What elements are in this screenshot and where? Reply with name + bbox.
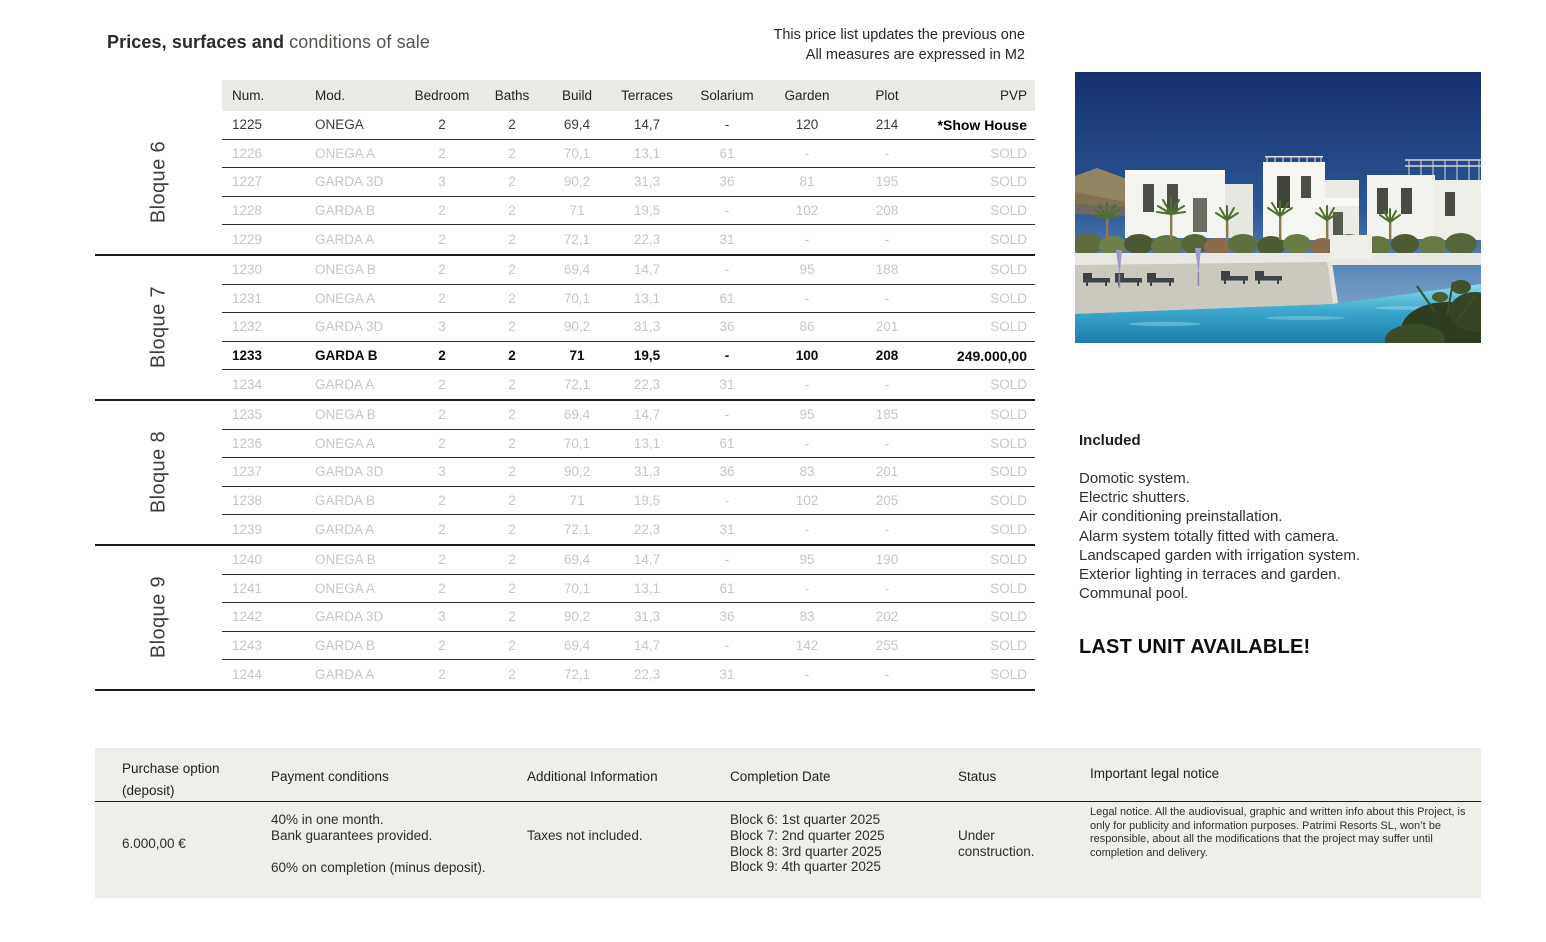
property-photo: [1075, 72, 1481, 343]
cell-plot: -: [884, 290, 890, 306]
cell-build: 71: [569, 348, 585, 364]
cell-plot: -: [884, 377, 890, 393]
page-title-bold: Prices, surfaces and: [107, 32, 285, 52]
column-header-garden: Garden: [784, 88, 830, 103]
cell-plot: -: [884, 145, 890, 161]
cell-mod: GARDA A: [315, 667, 375, 683]
cell-bedroom: 2: [438, 522, 446, 538]
cell-garden: 83: [799, 609, 815, 625]
cell-baths: 2: [508, 145, 516, 161]
cell-terraces: 13,1: [633, 145, 661, 161]
cell-build: 70,1: [563, 290, 591, 306]
cell-pvp: SOLD: [990, 377, 1027, 393]
column-header-terraces: Terraces: [621, 88, 673, 103]
payment-line: [271, 844, 486, 860]
cell-build: 72,1: [563, 522, 591, 538]
cell-baths: 2: [508, 407, 516, 423]
cell-garden: -: [804, 232, 810, 248]
unit-row-1237: [222, 458, 1035, 487]
cell-mod: GARDA B: [315, 203, 376, 219]
cell-build: 71: [569, 203, 585, 219]
unit-row-1239: [222, 515, 1035, 544]
cell-garden: 102: [795, 493, 819, 509]
included-item: Air conditioning preinstallation.: [1079, 508, 1283, 526]
cell-solarium: 31: [719, 667, 735, 683]
block-label: Bloque 6: [147, 141, 169, 224]
cell-bedroom: 2: [438, 667, 446, 683]
cell-pvp: SOLD: [990, 435, 1027, 451]
status-header: Status: [958, 769, 997, 784]
unit-row-1242: [222, 603, 1035, 632]
cell-plot: 188: [875, 262, 899, 278]
cell-num: 1235: [232, 407, 263, 423]
cell-mod: ONEGA A: [315, 435, 376, 451]
cell-mod: GARDA A: [315, 232, 375, 248]
completion-line: Block 7: 2nd quarter 2025: [730, 827, 885, 843]
cell-garden: 83: [799, 464, 815, 480]
cell-plot: 201: [875, 319, 899, 335]
cell-baths: 2: [508, 319, 516, 335]
cell-terraces: 22,3: [633, 522, 661, 538]
additional-information-header: Additional Information: [527, 769, 658, 784]
conditions-divider: [95, 801, 1481, 802]
cell-build: 71: [569, 493, 585, 509]
cell-build: 69,4: [563, 552, 591, 568]
cell-pvp: SOLD: [990, 637, 1027, 653]
cell-pvp: *Show House: [937, 116, 1027, 133]
block-bloque-6: [95, 111, 1035, 256]
cell-terraces: 31,3: [633, 609, 661, 625]
cell-build: 69,4: [563, 262, 591, 278]
cell-baths: 2: [508, 290, 516, 306]
price-table: [95, 80, 1035, 691]
cell-num: 1242: [232, 609, 263, 625]
cell-solarium: -: [724, 407, 730, 423]
cell-build: 90,2: [563, 319, 591, 335]
cell-terraces: 13,1: [633, 435, 661, 451]
cell-baths: 2: [508, 203, 516, 219]
cell-num: 1228: [232, 203, 263, 219]
cell-mod: GARDA B: [315, 348, 378, 364]
cell-plot: 202: [875, 609, 899, 625]
completion-line: Block 6: 1st quarter 2025: [730, 812, 881, 827]
cell-pvp: SOLD: [990, 522, 1027, 538]
cell-baths: 2: [508, 262, 516, 278]
cell-mod: ONEGA A: [315, 580, 376, 596]
cell-baths: 2: [508, 552, 516, 568]
cell-bedroom: 2: [438, 290, 446, 306]
block-label: Bloque 8: [147, 431, 169, 514]
cell-terraces: 19,5: [633, 348, 661, 364]
cell-mod: GARDA 3D: [315, 464, 384, 480]
cell-pvp: SOLD: [990, 174, 1027, 190]
unit-row-1243: [222, 632, 1035, 661]
cell-baths: 2: [508, 435, 516, 451]
cell-num: 1236: [232, 435, 263, 451]
cell-mod: ONEGA B: [315, 407, 376, 423]
cell-garden: 95: [799, 407, 815, 423]
cell-solarium: 36: [719, 319, 735, 335]
cell-build: 90,2: [563, 174, 591, 190]
cell-baths: 2: [508, 522, 516, 538]
cell-bedroom: 2: [438, 232, 446, 248]
cell-plot: 208: [875, 203, 899, 219]
included-section: [1079, 432, 1360, 603]
cell-bedroom: 2: [438, 552, 446, 568]
cell-pvp: SOLD: [990, 203, 1027, 219]
cell-terraces: 22,3: [633, 232, 661, 248]
cell-baths: 2: [508, 232, 516, 248]
cell-num: 1239: [232, 522, 263, 538]
cell-garden: 86: [799, 319, 815, 335]
unit-row-1241: [222, 575, 1035, 604]
cell-pvp: SOLD: [990, 407, 1027, 423]
cell-num: 1238: [232, 493, 263, 509]
cell-plot: 205: [875, 493, 899, 509]
cell-solarium: 61: [719, 290, 735, 306]
included-item: Domotic system.: [1079, 470, 1190, 487]
column-header-build: Build: [561, 88, 593, 103]
cell-garden: -: [804, 522, 810, 538]
cell-plot: -: [884, 232, 890, 248]
cell-pvp: SOLD: [990, 667, 1027, 683]
cell-bedroom: 2: [438, 117, 446, 133]
cell-pvp: SOLD: [990, 262, 1027, 278]
cell-bedroom: 2: [438, 203, 446, 219]
payment-line: 40% in one month.: [271, 812, 384, 827]
cell-terraces: 22,3: [633, 667, 661, 683]
cell-plot: 195: [875, 174, 899, 190]
cell-garden: -: [804, 667, 810, 683]
additional-information-value: Taxes not included.: [527, 828, 643, 843]
cell-build: 90,2: [563, 464, 591, 480]
cell-num: 1237: [232, 464, 263, 480]
cell-pvp: SOLD: [990, 319, 1027, 335]
cell-garden: -: [804, 377, 810, 393]
column-header-plot: Plot: [875, 88, 899, 103]
cell-mod: GARDA A: [315, 377, 375, 393]
cell-terraces: 14,7: [633, 552, 661, 568]
cell-solarium: -: [724, 637, 730, 653]
payment-conditions-value: [271, 812, 486, 876]
page-title: [107, 32, 430, 53]
cell-mod: GARDA A: [315, 522, 375, 538]
cell-plot: -: [884, 580, 890, 596]
cell-baths: 2: [508, 609, 516, 625]
cell-terraces: 19,5: [633, 203, 661, 219]
purchase-option-header: [122, 758, 220, 802]
unit-row-1231: [222, 285, 1035, 314]
cell-plot: 214: [875, 117, 899, 133]
cell-garden: -: [804, 580, 810, 596]
cell-pvp: SOLD: [990, 552, 1027, 568]
cell-garden: 95: [799, 552, 815, 568]
cell-terraces: 31,3: [633, 319, 661, 335]
cell-build: 69,4: [563, 637, 591, 653]
cell-solarium: -: [724, 117, 730, 133]
included-item: Alarm system totally fitted with camera.: [1079, 527, 1340, 545]
cell-mod: ONEGA A: [315, 290, 376, 306]
completion-line: Block 9: 4th quarter 2025: [730, 859, 881, 875]
pool-wall: [1330, 235, 1372, 259]
cell-solarium: 61: [719, 145, 735, 161]
block-label: Bloque 9: [147, 576, 169, 659]
last-unit-banner: LAST UNIT AVAILABLE!: [1079, 636, 1311, 658]
cell-num: 1225: [232, 117, 263, 133]
cell-bedroom: 3: [438, 319, 446, 335]
column-header-pvp: PVP: [999, 88, 1027, 103]
cell-garden: 102: [795, 203, 819, 219]
purchase-option-header-line2: (deposit): [122, 783, 175, 798]
cell-num: 1230: [232, 262, 263, 278]
legal-notice-text: Legal notice. All the audiovisual, graphic and written info about this Project, is only for publicity and information purposes. Patrimi Resorts SL, won’t be responsible, about all the modifications that the project may suffer until completion and delivery.: [1090, 806, 1466, 859]
cell-pvp: SOLD: [990, 464, 1027, 480]
column-header-solarium: Solarium: [700, 88, 754, 103]
cell-bedroom: 3: [438, 174, 446, 190]
cell-build: 70,1: [563, 145, 591, 161]
cell-build: 72,1: [563, 377, 591, 393]
cell-garden: 142: [795, 637, 819, 653]
cell-bedroom: 3: [438, 464, 446, 480]
cell-pvp: SOLD: [990, 493, 1027, 509]
unit-row-1235: [222, 401, 1035, 430]
purchase-option-header-line1: Purchase option: [122, 761, 220, 776]
deposit-value: 6.000,00 €: [122, 836, 186, 851]
cell-num: 1227: [232, 174, 263, 190]
cell-garden: 81: [799, 174, 815, 190]
unit-row-1230: [222, 256, 1035, 285]
cell-num: 1226: [232, 145, 263, 161]
cell-num: 1243: [232, 637, 263, 653]
cell-num: 1229: [232, 232, 263, 248]
completion-date-header: Completion Date: [730, 769, 831, 784]
cell-garden: -: [804, 290, 810, 306]
cell-num: 1244: [232, 667, 263, 683]
cell-bedroom: 2: [438, 493, 446, 509]
cell-terraces: 13,1: [633, 290, 661, 306]
cell-solarium: 36: [719, 609, 735, 625]
cell-build: 70,1: [563, 580, 591, 596]
price-table-header: [222, 80, 1035, 111]
block-label: Bloque 7: [147, 286, 169, 369]
cell-garden: -: [804, 435, 810, 451]
cell-build: 69,4: [563, 117, 591, 133]
cell-mod: ONEGA B: [315, 262, 376, 278]
cell-pvp: SOLD: [990, 145, 1027, 161]
cell-solarium: 31: [719, 522, 735, 538]
unit-row-1236: [222, 430, 1035, 459]
cell-solarium: 31: [719, 232, 735, 248]
cell-terraces: 31,3: [633, 174, 661, 190]
block-bloque-9: [95, 546, 1035, 691]
column-header-baths: Baths: [494, 88, 530, 103]
cell-pvp: SOLD: [990, 580, 1027, 596]
block-bloque-8: [95, 401, 1035, 546]
cell-mod: GARDA 3D: [315, 174, 384, 190]
cell-solarium: 36: [719, 464, 735, 480]
cell-solarium: 36: [719, 174, 735, 190]
property-photo-illustration: [1075, 72, 1481, 343]
cell-plot: 201: [875, 464, 899, 480]
unit-row-1233: [222, 342, 1035, 371]
note-line-2: All measures are expressed in M2: [805, 47, 1025, 63]
cell-bedroom: 2: [438, 637, 446, 653]
cell-mod: GARDA B: [315, 637, 376, 653]
cell-baths: 2: [508, 464, 516, 480]
cell-pvp: SOLD: [990, 232, 1027, 248]
cell-solarium: -: [724, 493, 730, 509]
block-bloque-7: [95, 256, 1035, 401]
payment-line: Bank guarantees provided.: [271, 828, 433, 843]
completion-date-value: [730, 812, 885, 875]
cell-plot: -: [884, 667, 890, 683]
cell-bedroom: 2: [438, 348, 446, 364]
completion-line: Block 8: 3rd quarter 2025: [730, 843, 882, 859]
cell-baths: 2: [508, 348, 516, 364]
cell-solarium: -: [724, 552, 730, 568]
cell-terraces: 31,3: [633, 464, 661, 480]
payment-conditions-header: Payment conditions: [271, 769, 389, 784]
included-list: [1079, 469, 1360, 603]
cell-num: 1232: [232, 319, 263, 335]
cell-baths: 2: [508, 493, 516, 509]
cell-garden: -: [804, 145, 810, 161]
included-item: Exterior lighting in terraces and garden.: [1079, 566, 1341, 584]
page-title-light: conditions of sale: [289, 32, 430, 52]
cell-bedroom: 2: [438, 580, 446, 596]
cell-terraces: 14,7: [633, 637, 661, 653]
included-item: Electric shutters.: [1079, 489, 1190, 507]
payment-line: 60% on completion (minus deposit).: [271, 860, 486, 875]
note-line-1: This price list updates the previous one: [773, 27, 1025, 43]
unit-row-1227: [222, 168, 1035, 197]
cell-solarium: -: [724, 348, 730, 364]
cell-build: 72,1: [563, 232, 591, 248]
cell-garden: 95: [799, 262, 815, 278]
cell-plot: 255: [875, 637, 899, 653]
cell-pvp: 249.000,00: [956, 347, 1027, 364]
unit-row-1244: [222, 660, 1035, 689]
cell-garden: 100: [795, 348, 819, 364]
cell-plot: -: [884, 522, 890, 538]
cell-build: 90,2: [563, 609, 591, 625]
cell-solarium: 61: [719, 580, 735, 596]
cell-mod: ONEGA A: [315, 145, 376, 161]
cell-solarium: 31: [719, 377, 735, 393]
cell-bedroom: 2: [438, 262, 446, 278]
cell-build: 69,4: [563, 407, 591, 423]
cell-num: 1231: [232, 290, 263, 306]
status-value: Under construction.: [958, 828, 1035, 859]
cell-solarium: -: [724, 262, 730, 278]
included-item: Communal pool.: [1079, 585, 1189, 603]
cell-mod: GARDA 3D: [315, 319, 384, 335]
unit-row-1228: [222, 197, 1035, 226]
cell-baths: 2: [508, 580, 516, 596]
cell-terraces: 14,7: [633, 407, 661, 423]
cell-baths: 2: [508, 637, 516, 653]
cell-num: 1240: [232, 552, 263, 568]
unit-row-1229: [222, 225, 1035, 254]
cell-terraces: 14,7: [633, 262, 661, 278]
cell-terraces: 22,3: [633, 377, 661, 393]
cell-solarium: 61: [719, 435, 735, 451]
cell-mod: ONEGA B: [315, 552, 376, 568]
cell-bedroom: 2: [438, 377, 446, 393]
cell-baths: 2: [508, 667, 516, 683]
unit-row-1232: [222, 313, 1035, 342]
cell-solarium: -: [724, 203, 730, 219]
cell-plot: 190: [875, 552, 899, 568]
cell-bedroom: 2: [438, 435, 446, 451]
cell-bedroom: 2: [438, 407, 446, 423]
conditions-panel: [95, 748, 1481, 898]
cell-mod: GARDA B: [315, 493, 376, 509]
cell-bedroom: 2: [438, 145, 446, 161]
cell-mod: ONEGA: [315, 117, 364, 133]
cell-baths: 2: [508, 377, 516, 393]
cell-plot: 185: [875, 407, 899, 423]
unit-row-1234: [222, 370, 1035, 399]
legal-notice-header: Important legal notice: [1090, 766, 1220, 781]
cell-num: 1241: [232, 580, 263, 596]
cell-plot: 208: [875, 348, 899, 364]
cell-terraces: 13,1: [633, 580, 661, 596]
cell-baths: 2: [508, 117, 516, 133]
cell-garden: 120: [795, 117, 819, 133]
cell-baths: 2: [508, 174, 516, 190]
unit-row-1225: [222, 111, 1035, 140]
included-title: Included: [1079, 432, 1141, 449]
column-header-bedroom: Bedroom: [414, 88, 470, 103]
included-item: Landscaped garden with irrigation system.: [1079, 546, 1360, 564]
cell-pvp: SOLD: [990, 609, 1027, 625]
cell-build: 72,1: [563, 667, 591, 683]
cell-build: 70,1: [563, 435, 591, 451]
column-header-num: Num.: [232, 88, 265, 103]
cell-pvp: SOLD: [990, 290, 1027, 306]
cell-plot: -: [884, 435, 890, 451]
cell-mod: GARDA 3D: [315, 609, 384, 625]
cell-terraces: 14,7: [633, 117, 661, 133]
unit-row-1226: [222, 140, 1035, 169]
price-table-blocks: [95, 111, 1035, 691]
cell-num: 1234: [232, 377, 263, 393]
column-header-mod: Mod.: [315, 88, 346, 103]
cell-bedroom: 3: [438, 609, 446, 625]
unit-row-1238: [222, 487, 1035, 516]
cell-num: 1233: [232, 348, 263, 364]
unit-row-1240: [222, 546, 1035, 575]
cell-terraces: 19,5: [633, 493, 661, 509]
update-note: [774, 25, 1025, 65]
